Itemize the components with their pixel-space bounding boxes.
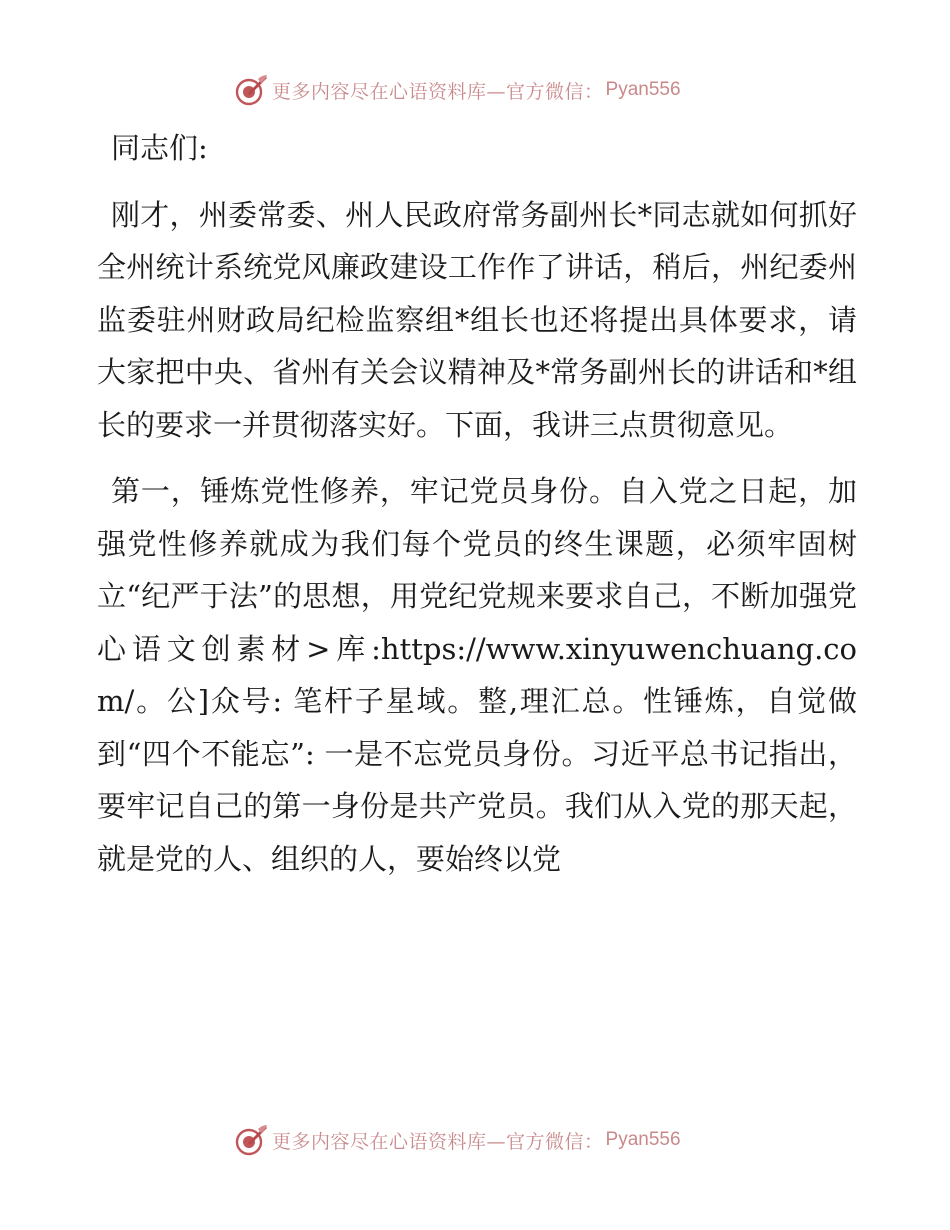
- watermark-footer: [234, 1122, 681, 1158]
- greeting: 同志们:: [111, 131, 208, 165]
- watermark-text: 更多内容尽在心语资料库—官方微信：: [272, 80, 604, 103]
- watermark-handle: Pyan556: [605, 1129, 681, 1150]
- quill-pen-circle-icon: [234, 73, 268, 107]
- paragraph-first-point: 第一，锤炼党性修养，牢记党员身份。自入党之日起，加强党性修养就成为我们每个党员的终生课题，必须牢固树立“纪严于法”的思想，用党纪党规来要求自己，不断加强党心语文创素材>库:https://www.xinyuwenchuang.com/。公]众号: 笔杆子星域。整,理汇总。性锤炼，自觉做到“四个不能忘”: 一是不忘党员身份。习近平总书记指出，要牢记自己的第一身份是共产党员。我们从入党的那天起，就是党的人、组织的人，要始终以党: [97, 474, 857, 876]
- document-body: [97, 122, 857, 885]
- watermark-handle: Pyan556: [605, 79, 681, 100]
- watermark-header: [234, 72, 681, 108]
- watermark-text: 更多内容尽在心语资料库—官方微信：: [272, 1130, 604, 1153]
- quill-pen-circle-icon: [234, 1123, 268, 1157]
- paragraph-intro: 刚才，州委常委、州人民政府常务副州长*同志就如何抓好全州统计系统党风廉政建设工作作了讲话，稍后，州纪委州监委驻州财政局纪检监察组*组长也还将提出具体要求，请大家把中央、省州有关会议精神及*常务副州长的讲话和*组长的要求一并贯彻落实好。下面，我讲三点贯彻意见。: [97, 197, 857, 442]
